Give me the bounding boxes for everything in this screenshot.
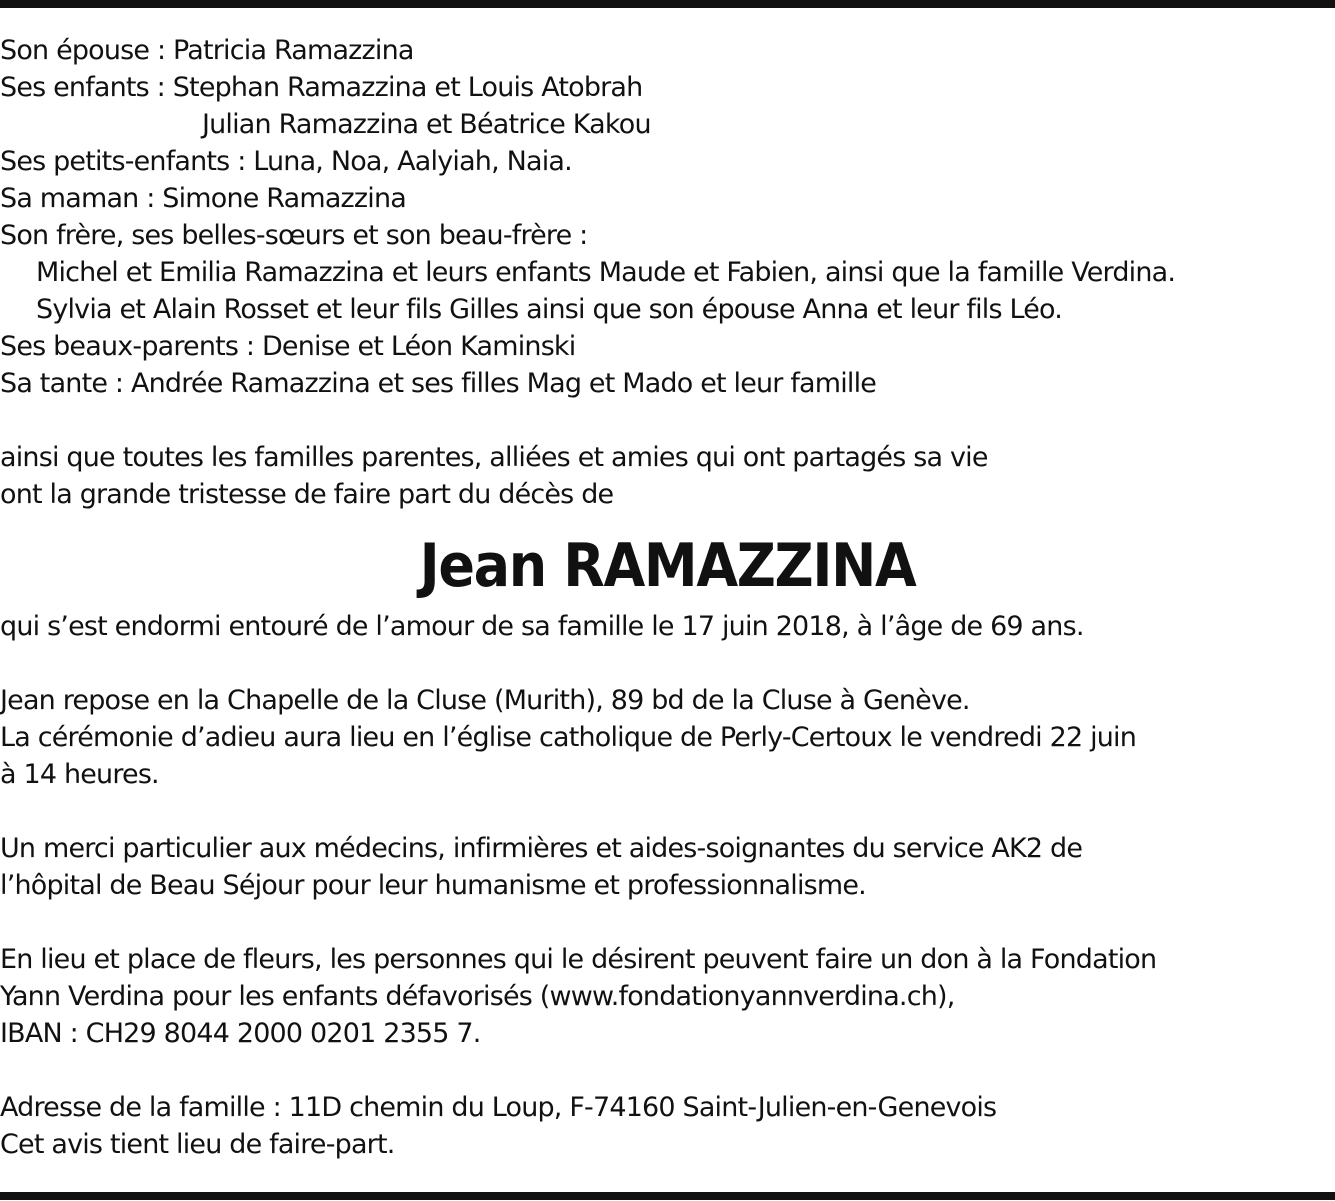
donation-line: Yann Verdina pour les enfants défavorisés (www.fondationyannverdina.ch), [0, 981, 955, 1012]
announcement-line: ont la grande tristesse de faire part du décès de [0, 479, 614, 510]
notice-statement-line: Cet avis tient lieu de faire-part. [0, 1129, 395, 1160]
spacer [0, 904, 1335, 941]
children-line-continued: Julian Ramazzina et Béatrice Kakou [202, 109, 651, 140]
siblings-line: Michel et Emilia Ramazzina et leurs enfants Maude et Fabien, ainsi que la famille Verdina. [36, 257, 1176, 288]
thanks-line: Un merci particulier aux médecins, infirmières et aides-soignantes du service AK2 de [0, 833, 1083, 864]
death-notice-line: qui s’est endormi entouré de l’amour de sa famille le 17 juin 2018, à l’âge de 69 ans. [0, 611, 1084, 642]
ceremony-line: Jean repose en la Chapelle de la Cluse (Murith), 89 bd de la Cluse à Genève. [0, 685, 970, 716]
grandchildren-line: Ses petits-enfants : Luna, Noa, Aalyiah, Naia. [0, 146, 572, 177]
family-list [0, 32, 1335, 402]
siblings-line: Sylvia et Alain Rosset et leur fils Gilles ainsi que son épouse Anna et leur fils Léo. [36, 294, 1063, 325]
aunt-line: Sa tante : Andrée Ramazzina et ses filles Mag et Mado et leur famille [0, 368, 877, 399]
top-border-rule [0, 0, 1335, 8]
spacer [0, 645, 1335, 682]
obituary-notice [0, 32, 1335, 1163]
mother-line: Sa maman : Simone Ramazzina [0, 183, 406, 214]
siblings-header: Son frère, ses belles-sœurs et son beau-frère : [0, 220, 588, 251]
deceased-name: Jean RAMAZZINA [419, 531, 916, 601]
thanks-line: l’hôpital de Beau Séjour pour leur humanisme et professionnalisme. [0, 870, 866, 901]
thanks-paragraph [0, 830, 1335, 904]
children-line: Ses enfants : Stephan Ramazzina et Louis Atobrah [0, 72, 643, 103]
ceremony-info [0, 682, 1335, 793]
family-address-line: Adresse de la famille : 11D chemin du Loup, F-74160 Saint-Julien-en-Genevois [0, 1092, 997, 1123]
in-laws-line: Ses beaux-parents : Denise et Léon Kaminski [0, 331, 576, 362]
announcement [0, 439, 1335, 513]
spacer [0, 793, 1335, 830]
spacer [0, 402, 1335, 439]
spouse-line: Son épouse : Patricia Ramazzina [0, 35, 414, 66]
ceremony-line: La cérémonie d’adieu aura lieu en l’église catholique de Perly-Certoux le vendredi 22 juin [0, 722, 1137, 753]
spacer [0, 1052, 1335, 1089]
donation-paragraph [0, 941, 1335, 1052]
donation-line: En lieu et place de fleurs, les personnes qui le désirent peuvent faire un don à la Fondation [0, 944, 1157, 975]
announcement-line: ainsi que toutes les familles parentes, alliées et amies qui ont partagés sa vie [0, 442, 988, 473]
bottom-border-rule [0, 1192, 1335, 1200]
ceremony-line: à 14 heures. [0, 759, 159, 790]
closing-paragraph [0, 1089, 1335, 1163]
iban-line: IBAN : CH29 8044 2000 0201 2355 7. [0, 1018, 481, 1049]
